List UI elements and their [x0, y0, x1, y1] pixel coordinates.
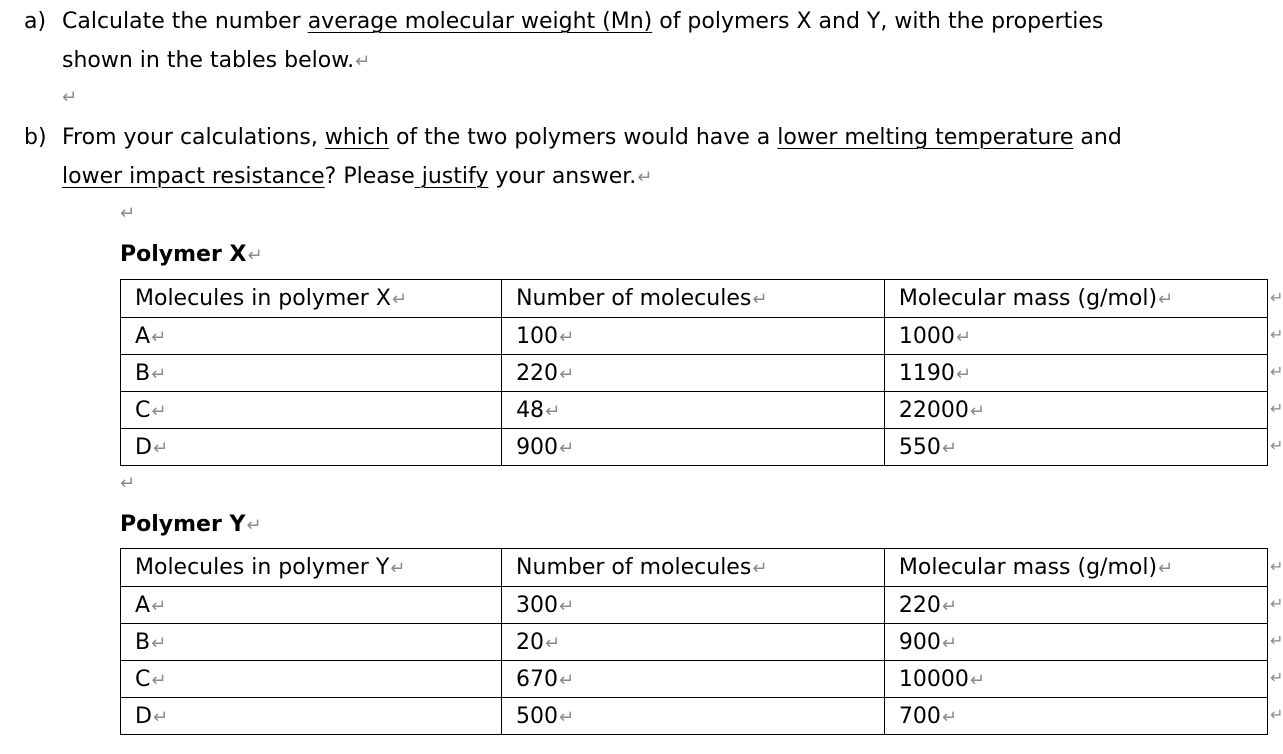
cell-mark-icon: ↵ — [559, 363, 575, 385]
underlined-term: which — [324, 125, 389, 150]
row-end-mark-icon: ↵ — [1270, 325, 1283, 344]
table-cell: 700↵ — [884, 698, 1267, 735]
cell-mark-icon: ↵ — [941, 706, 957, 728]
table-row — [121, 429, 1268, 466]
table-cell: A↵ — [121, 587, 502, 624]
cell-mark-icon: ↵ — [1158, 289, 1174, 310]
table-cell: 1000↵ — [884, 318, 1267, 355]
question-a-line-1: a) Calculate the number average molecular weight (Mn) of polymers X and Y, with the properties — [24, 2, 1264, 41]
table-row — [121, 624, 1268, 661]
cell-mark-icon: ↵ — [969, 669, 985, 691]
cell-mark-icon: ↵ — [151, 400, 167, 422]
table-cell: 1190↵ — [884, 355, 1267, 392]
row-end-mark-icon: ↵ — [1270, 399, 1283, 418]
header-cell: Number of molecules↵ — [502, 280, 885, 318]
underlined-term: lower impact resistance — [62, 164, 325, 189]
cell-mark-icon: ↵ — [559, 437, 575, 459]
table-cell: B↵ — [121, 624, 502, 661]
table-row — [121, 318, 1268, 355]
polymer-x-title: Polymer X↵ — [120, 242, 263, 267]
underlined-term: justify — [414, 164, 489, 189]
row-end-mark-icon: ↵ — [1270, 705, 1283, 724]
table-cell: 900↵ — [502, 429, 885, 466]
question-b-line-1: b) From your calculations, which of the two polymers would have a lower melting temperature and — [24, 118, 1264, 157]
table-cell: 220↵ — [884, 587, 1267, 624]
row-end-mark-icon: ↵ — [1270, 668, 1283, 687]
paragraph-mark-icon: ↵ — [637, 167, 653, 188]
row-end-mark-icon: ↵ — [1270, 436, 1283, 455]
table-cell: 550↵ — [884, 429, 1267, 466]
row-end-mark-icon: ↵ — [1270, 362, 1283, 381]
cell-mark-icon: ↵ — [151, 326, 167, 348]
cell-mark-icon: ↵ — [545, 400, 561, 422]
paragraph-mark-icon: ↵ — [246, 515, 262, 536]
cell-mark-icon: ↵ — [559, 706, 575, 728]
cell-mark-icon: ↵ — [941, 632, 957, 654]
underlined-term: lower melting temperature — [777, 125, 1074, 150]
table-cell: 900↵ — [884, 624, 1267, 661]
table-cell: 670↵ — [502, 661, 885, 698]
table-cell: 22000↵ — [884, 392, 1267, 429]
cell-mark-icon: ↵ — [752, 289, 768, 310]
question-a-marker: a) — [24, 9, 47, 34]
question-b — [24, 118, 1264, 197]
paragraph-mark-icon: ↵ — [120, 203, 136, 224]
table-cell: B↵ — [121, 355, 502, 392]
cell-mark-icon: ↵ — [151, 632, 167, 654]
polymer-y-title: Polymer Y↵ — [120, 512, 262, 537]
table-row — [121, 587, 1268, 624]
polymer-x-table — [120, 279, 1268, 466]
cell-mark-icon: ↵ — [559, 595, 575, 617]
header-cell: Molecular mass (g/mol)↵ — [884, 280, 1267, 318]
cell-mark-icon: ↵ — [151, 669, 167, 691]
paragraph-mark-icon: ↵ — [355, 51, 371, 72]
cell-mark-icon: ↵ — [152, 437, 169, 459]
cell-mark-icon: ↵ — [151, 363, 167, 385]
table-cell: 10000↵ — [884, 661, 1267, 698]
row-end-mark-icon: ↵ — [1270, 594, 1283, 613]
table-cell: 300↵ — [502, 587, 885, 624]
underlined-term: average molecular weight (Mn) — [307, 9, 653, 34]
cell-mark-icon: ↵ — [152, 706, 169, 728]
table-cell: 48↵ — [502, 392, 885, 429]
question-b-line-2: lower impact resistance? Please justify your answer.↵ — [62, 164, 653, 189]
table-cell: A↵ — [121, 318, 502, 355]
table-header-row — [121, 549, 1268, 587]
cell-mark-icon: ↵ — [559, 326, 575, 348]
row-end-mark-icon: ↵ — [1270, 631, 1283, 650]
header-cell: Molecules in polymer Y↵ — [121, 549, 502, 587]
row-end-marks — [1270, 279, 1283, 464]
question-b-marker: b) — [24, 125, 47, 150]
table-row — [121, 698, 1268, 735]
table-cell: 20↵ — [502, 624, 885, 661]
header-cell: Molecular mass (g/mol)↵ — [884, 549, 1267, 587]
question-a — [24, 2, 1264, 81]
table-cell: C↵ — [121, 661, 502, 698]
table-cell: D↵ — [121, 429, 502, 466]
question-a-line-2: shown in the tables below.↵ — [62, 48, 371, 73]
table-row — [121, 661, 1268, 698]
cell-mark-icon: ↵ — [151, 595, 167, 617]
table-cell: 220↵ — [502, 355, 885, 392]
cell-mark-icon: ↵ — [969, 400, 985, 422]
cell-mark-icon: ↵ — [545, 632, 561, 654]
paragraph-mark-icon: ↵ — [120, 473, 136, 494]
cell-mark-icon: ↵ — [752, 558, 768, 579]
cell-mark-icon: ↵ — [941, 437, 957, 459]
cell-mark-icon: ↵ — [941, 595, 957, 617]
polymer-y-table — [120, 548, 1268, 735]
cell-mark-icon: ↵ — [955, 326, 971, 348]
table-row — [121, 392, 1268, 429]
cell-mark-icon: ↵ — [390, 558, 406, 579]
table-cell: C↵ — [121, 392, 502, 429]
row-end-mark-icon: ↵ — [1270, 288, 1283, 307]
cell-mark-icon: ↵ — [391, 289, 408, 310]
table-cell: D↵ — [121, 698, 502, 735]
header-cell: Number of molecules↵ — [502, 549, 885, 587]
header-cell: Molecules in polymer X↵ — [121, 280, 502, 318]
paragraph-mark-icon: ↵ — [62, 87, 78, 108]
row-end-mark-icon: ↵ — [1270, 557, 1283, 576]
cell-mark-icon: ↵ — [559, 669, 575, 691]
cell-mark-icon: ↵ — [955, 363, 971, 385]
table-cell: 100↵ — [502, 318, 885, 355]
paragraph-mark-icon: ↵ — [247, 245, 263, 266]
table-cell: 500↵ — [502, 698, 885, 735]
table-row — [121, 355, 1268, 392]
cell-mark-icon: ↵ — [1158, 558, 1174, 579]
table-header-row — [121, 280, 1268, 318]
row-end-marks — [1270, 548, 1283, 733]
